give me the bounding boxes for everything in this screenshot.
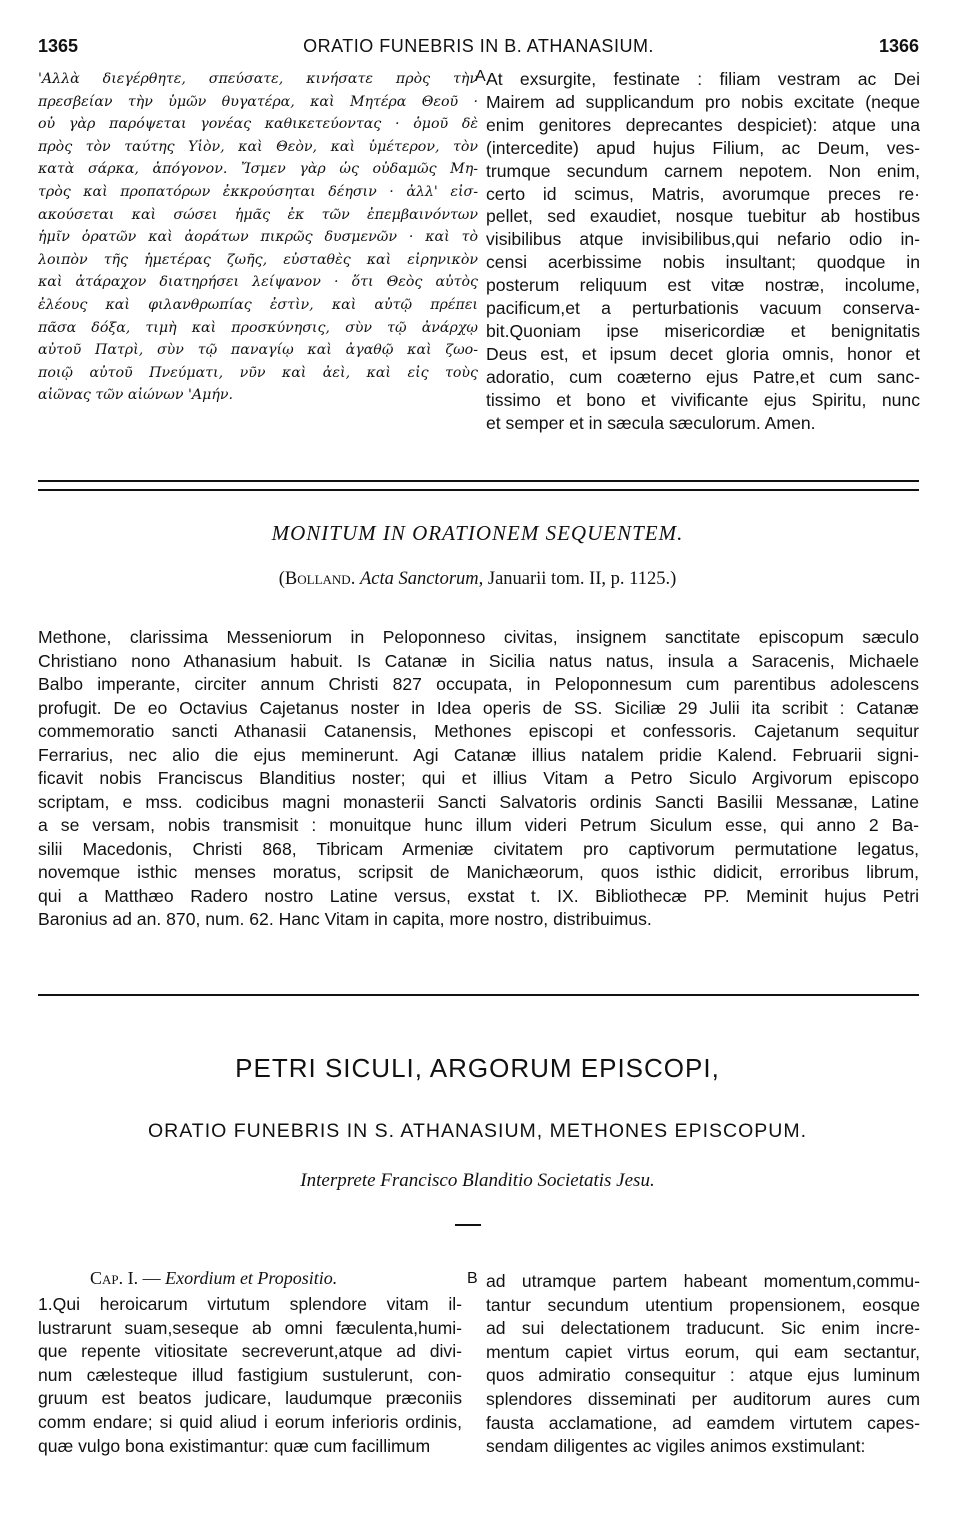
latin-text-line: et semper et in sæcula sæculorum. Amen. [486,412,816,433]
citation [0,569,955,590]
citation-rest: , Januarii tom. II, p. 1125.) [478,569,677,589]
chapter-text-line: ad utramque partem habeant momentum,commu- [486,1271,920,1291]
margin-mark-a: A [475,68,486,85]
monitum-text-line: Baronius ad an. 870, num. 62. Hanc Vitam in capita, more nostro, distribuimus. [38,909,652,929]
citation-work: Acta Sanctorum [359,569,479,589]
chapter-title: Exordium et Propositio. [165,1268,338,1288]
margin-mark-b: B [467,1270,478,1287]
chapter-text-line: gruum est beatos judicare, laudumque præconiis [38,1388,462,1409]
greek-text-line: 'Αλλὰ διεγέρθητε, σπεύσατε, κινήσατε πρὸς τὴν [38,71,478,87]
chapter-text-line: quæ vulgo bona existimantur: quæ cum facillimum [38,1435,431,1456]
chapter-text-line: mentum capiet virtus eorum, qui eam sectantur, [486,1341,920,1362]
latin-translation-column [486,68,920,435]
chapter-heading [90,1268,337,1289]
monitum-body [38,626,919,932]
page-header [38,36,919,60]
work-title: PETRI SICULI, ARGORUM EPISCOPI, [235,1053,720,1083]
greek-text-line: λοιπὸν τῆς ἡμετέρας ζωῆς, εὐσταθὲς καὶ εἰρηνικὸν [38,251,478,268]
greek-text-line: ακούσεται καὶ σώσει ἡμᾶς ἐκ τῶν ἐπεμβαινόντων [38,206,478,223]
latin-text-line: pellet, sed exaudiet, nosque tuebitur ab hostibus [486,206,920,227]
page-number-right: 1366 [878,36,919,56]
monitum-text-line: Christiano nono Athanasium habuit. Is Catanæ in Sicilia natus natus, insula a Saracenis, Michaele [38,650,919,671]
chapter-text-line: quos admiratio consequitur : atque ejus luminum [486,1365,920,1386]
chapter-left-column [38,1293,462,1458]
greek-text-line: πρεσβείαν τὴν ὑμῶν θυγατέρα, καὶ Μητέρα Θεοῦ · [38,93,478,110]
latin-text-line: bit.Quoniam ipse misericordiæ et benignitatis [486,320,920,341]
citation-sep: . [350,569,360,589]
greek-text-line: ἐλέους καὶ φιλανθρωπίας ἐστὶν, καὶ αὐτῷ πρέπει [38,296,478,313]
latin-text-line: visibilibus atque invisibilibus,qui nefario odio in- [486,229,920,250]
monitum-text-line: Methone, clarissima Messeniorum in Peloponneso civitas, insignem sanctitate episcopum sæculo [38,627,919,647]
greek-text-line: καὶ ἀτάραχον διατηρήσει λείψανον · ὅτι Θεὸς αὐτὸς [38,274,478,291]
greek-text-line: ποιῷ αὐτοῦ Πνεύματι, νῦν καὶ ἀεὶ, καὶ εἰς τοὺς [38,364,478,381]
monitum-text-line: profugit. De eo Octavius Cajetanus noster in Idea operis de SS. Siciliæ 29 Julii ita scribit : Catanæ [38,697,919,718]
latin-text-line: certo id scimus, Matris, avorumque preces re· [486,183,920,204]
chapter-text-line: lustrarunt suam,seseque ab omni fæculenta,humi- [38,1317,462,1338]
monitum-text-line: commemoratio sancti Athanasii Catanensis, Methones episcopi et confessoris. Cajetanum sequitur [38,721,919,741]
double-rule-divider [38,480,919,491]
greek-text-line: αἰῶνας τῶν αἰώνων 'Αμήν. [38,387,233,404]
chapter-text-line: comm endare; si quid aliud i eorum inferioris ordinis, [38,1411,462,1432]
running-title: ORATIO FUNEBRIS IN B. ATHANASIUM. [303,36,654,56]
chapter-text-line: ad sui delectationem traducunt. Sic enim incre- [486,1318,920,1339]
page-number-left: 1365 [38,36,79,56]
chapter-text-line: fausta acclamatione, ad eamdem virtutem capes- [486,1412,920,1433]
latin-text-line: adoratio, cum coæterno ejus Patre,et cum sanc- [486,366,920,387]
latin-text-line: censi acerbissime nobis insultant; quodque in [486,252,920,273]
greek-text-line: αὐτοῦ Πατρὶ, σὺν τῷ παναγίῳ καὶ ἀγαθῷ καὶ ζωο- [38,342,478,359]
monitum-text-line: novemque isthic menses moratus, scripsit de Manichæorum, quos isthic didicit, erroribus librum, [38,862,919,882]
chapter-right-column [486,1270,920,1459]
monitum-text-line: ficavit nobis Franciscus Blanditius noster; qui et illius Vitam a Petro Siculo Argivorum episcopo [38,768,919,788]
work-subtitle: ORATIO FUNEBRIS IN S. ATHANASIUM, METHONES EPISCOPUM. [147,1120,807,1142]
latin-text-line: enim genitores deprecantes despiciet): atque una [486,114,920,135]
monitum-text-line: silii Macedonis, Christi 868, Tibricam Armeniæ civitatem pro captivorum permutatione legatus, [38,838,919,859]
chapter-text-line: que repente vitiositate secreverunt,atque ad divi- [38,1341,462,1362]
monitum-text-line: qui a Matthæo Radero nostro Latine versus, exstat t. IX. Bibliothecæ PP. Meminit hujus Petri [38,885,919,906]
chapter-text-line: splendores disseminati per auditorum aures cum [486,1388,920,1409]
monitum-heading: MONITUM IN ORATIONEM SEQUENTEM. [271,521,684,545]
chapter-text-line: tantur secundum utentium propensionem, eosque [486,1294,920,1315]
single-rule-divider [38,994,919,996]
monitum-text-line: Balbo imperante, circiter annum Christi 827 occupata, in Peloponnesum cum parentibus adolescens [38,674,919,694]
greek-text-line: ἡμῖν ὁρατῶν καὶ ἀοράτων πικρῶς δυσμενῶν · καὶ τὸ [38,229,478,246]
citation-open: ( [278,569,285,589]
monitum-text-line: a se versam, nobis transmisit : monuitque hunc illum videri Petrum Siculum esse, qui anno 2 Ba- [38,815,919,835]
chapter-number: Cap. I. — [90,1268,166,1288]
latin-text-line: trumque secundum carnem nepotem. Non enim, [486,160,920,181]
greek-column [38,68,478,407]
latin-text-line: tissimo et bono et vivificante ejus Spiritu, nunc [486,389,920,410]
latin-text-line: (intercedite) apud hujus Filium, ac Deum, ves- [486,137,920,158]
short-dash-divider [455,1224,481,1226]
citation-author: Bolland [284,569,351,589]
latin-text-line: posterum reliquum est vitæ nostræ, incolume, [486,275,920,296]
translator-line: Interprete Francisco Blanditio Societatis Jesu. [300,1170,655,1191]
latin-text-line: Mairem ad supplicandum pro nobis excitate (neque [486,91,920,112]
greek-text-line: τρὸς καὶ προπατόρων ἐκκρούσηται δέησιν · ἀλλ' εἰσ- [38,183,478,200]
greek-text-line: πᾶσα δόξα, τιμὴ καὶ προσκύνησις, σὺν τῷ ἀνάρχῳ [38,319,478,336]
latin-text-line: pacificum,et a perturbationis vacuum conserva- [486,298,920,319]
latin-text-line: Deus est, et ipsum decet gloria omnis, honor et [486,343,920,364]
monitum-text-line: scriptam, e mss. codicibus magni monasterii Sancti Salvatoris ordinis Sancti Basilii Messanæ, Latine [38,791,919,812]
monitum-text-line: Ferrarius, nec alio die ejus meminerunt. Agi Catanæ illius natalem pridie Kalend. Februarii signi- [38,744,919,765]
latin-text-line: At exsurgite, festinate : filiam vestram ac Dei [486,69,920,89]
chapter-text-line: num cælesteque illud fastigium sustulerunt, con- [38,1364,462,1385]
chapter-text-line: 1.Qui heroicarum virtutum splendore vitam il- [38,1294,462,1314]
greek-text-line: κατὰ σάρκα, ἀπόγονον. Ἴσμεν γὰρ ὡς οὐδαμῶς Μη- [38,161,478,178]
greek-text-line: οὐ γὰρ παρόψεται γονέας καθικετεύοντας · ὁμοῦ δὲ [38,116,478,133]
greek-text-line: πρὸς τὸν ταύτης Υἱὸν, καὶ Θεὸν, καὶ ὑμέτερον, τὸν [38,138,478,155]
chapter-text-line: sendam diligentes ac vigiles animos exstimulant: [486,1436,866,1457]
